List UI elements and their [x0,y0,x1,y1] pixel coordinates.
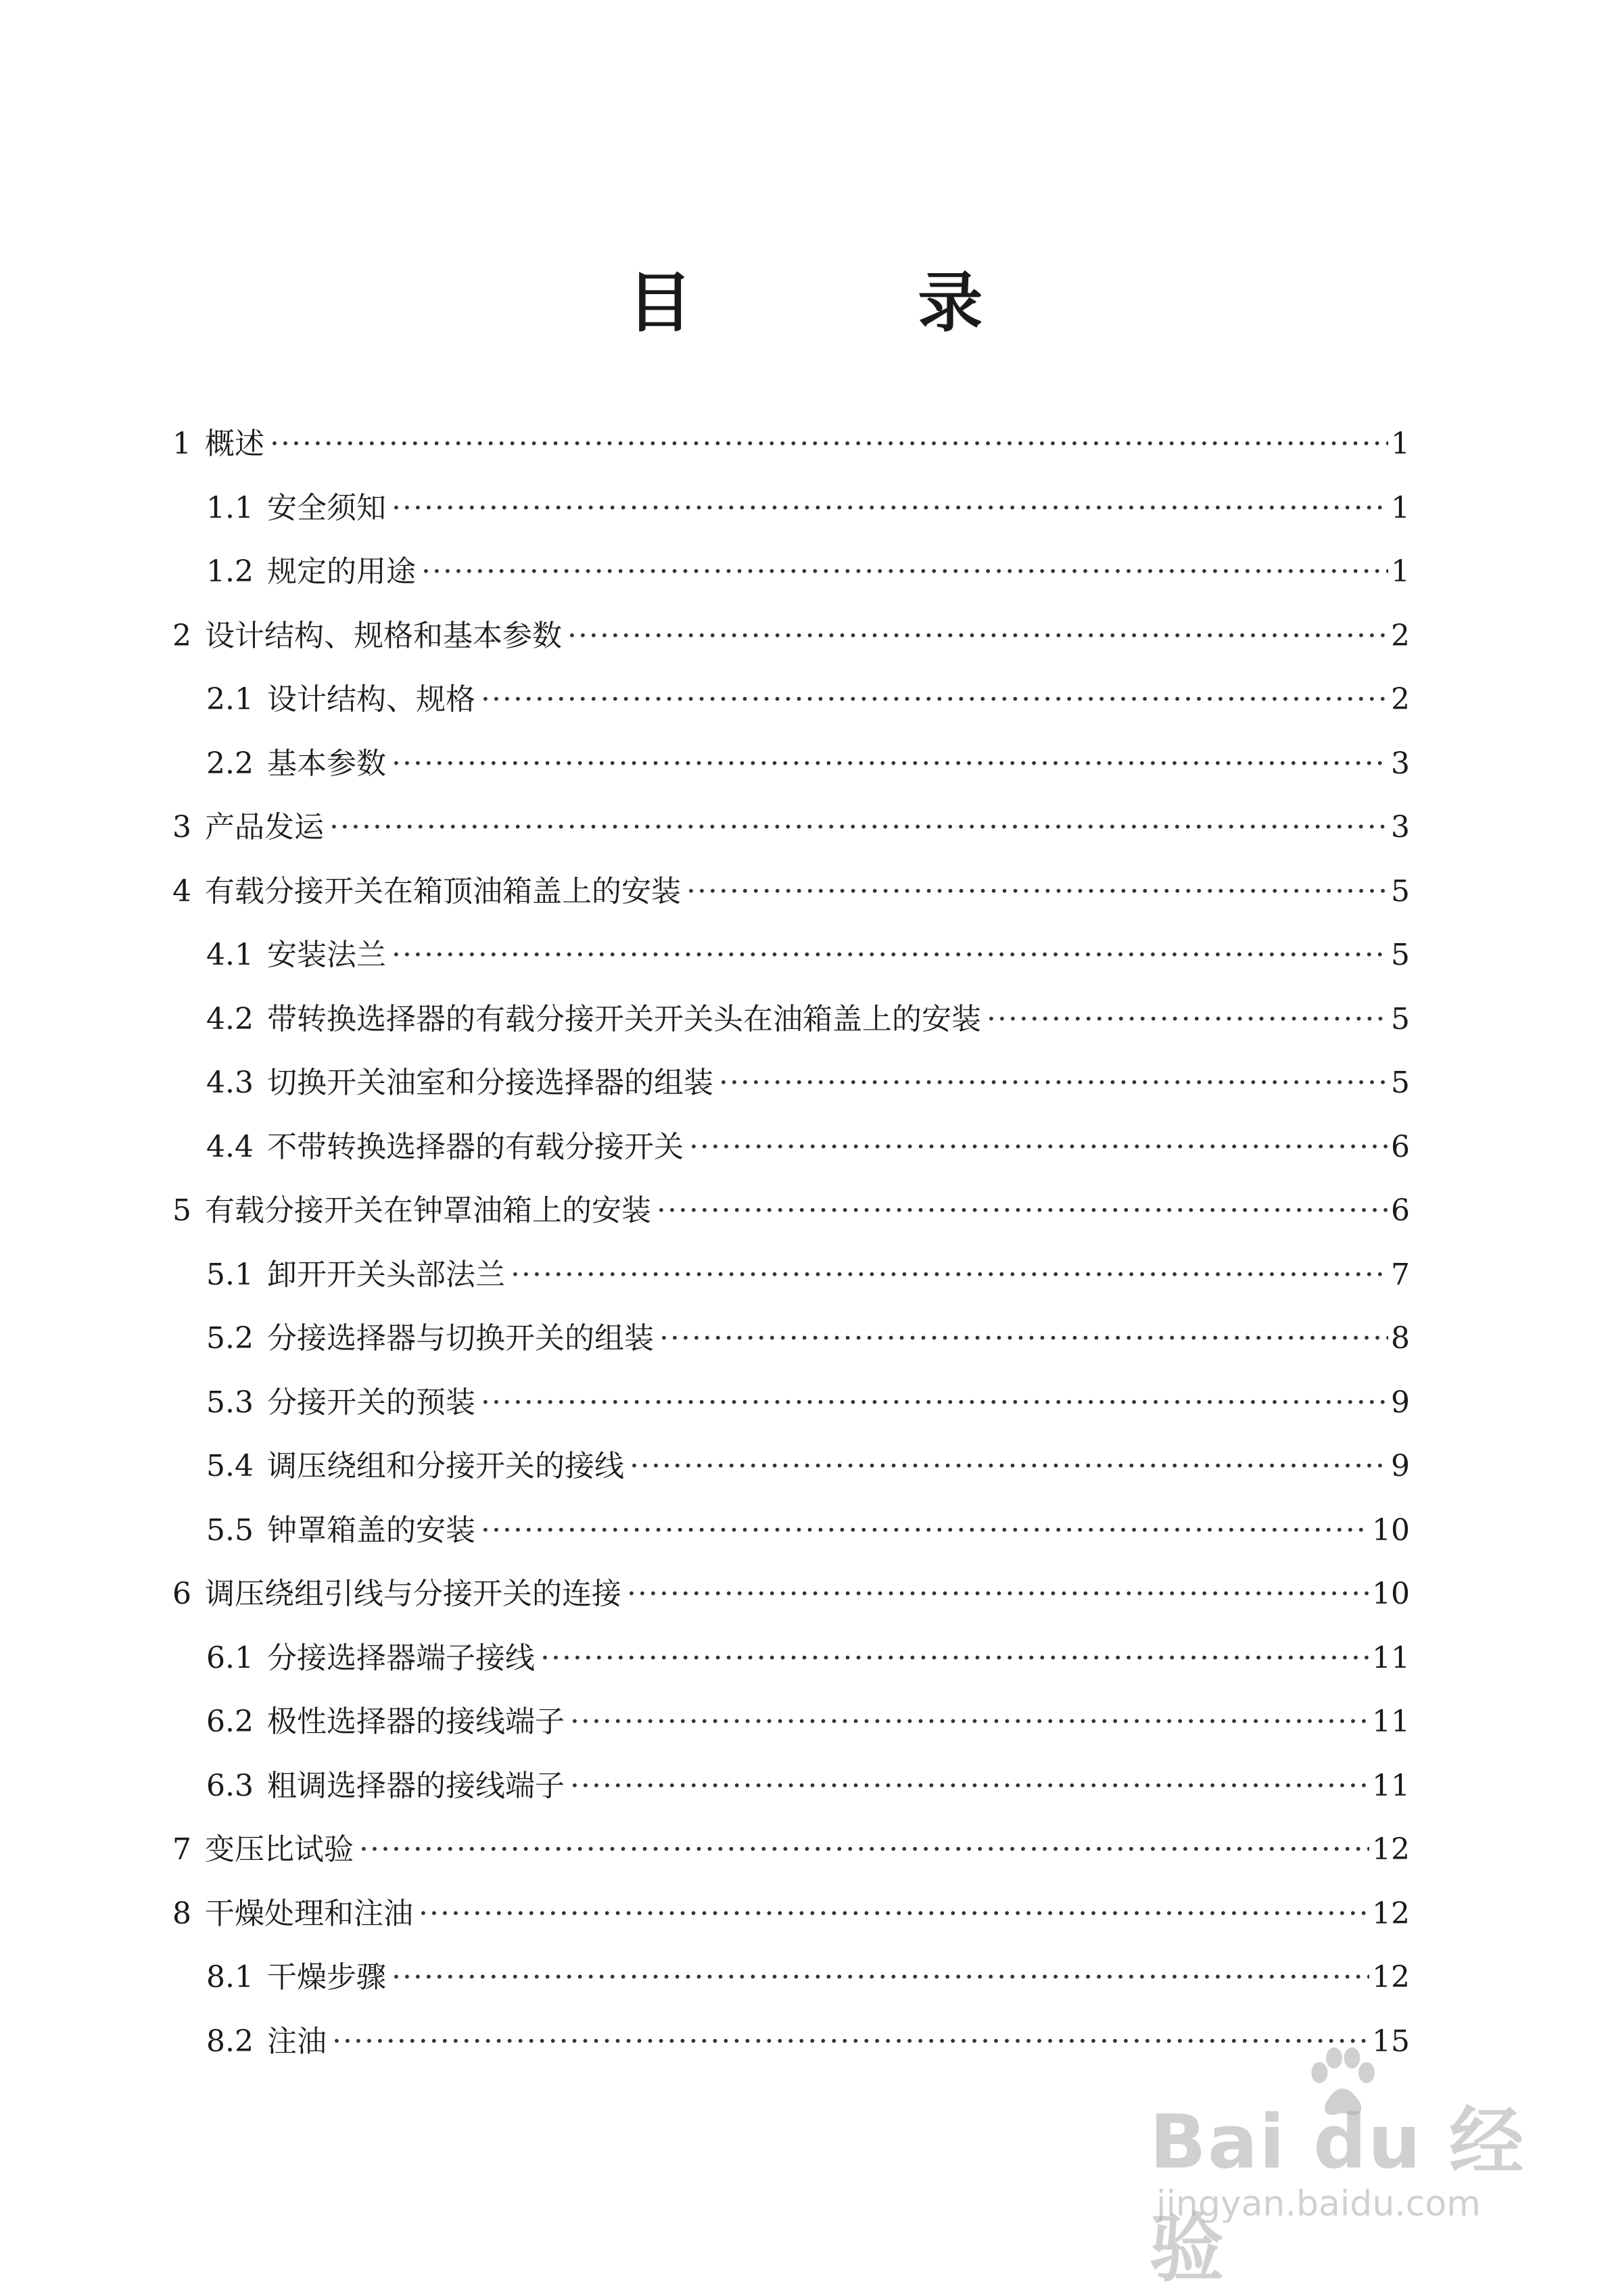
toc-entry-page: 8 [1391,1321,1410,1356]
toc-entry-number: 5.3 [206,1385,254,1420]
toc-leader-dots [686,860,1388,924]
toc-entry-page: 11 [1372,1704,1410,1739]
toc-entry[interactable] [172,1754,1410,1819]
toc-entry-number: 4.3 [206,1066,254,1100]
toc-entry[interactable] [172,1051,1410,1116]
toc-entry-title: 概述 [205,427,264,461]
toc-leader-dots [540,1627,1369,1691]
toc-entry-page: 6 [1391,1193,1410,1228]
toc-leader-dots [570,1690,1369,1754]
toc-entry-page: 15 [1372,2024,1410,2059]
toc-entry-page: 2 [1391,618,1410,653]
toc-entry-page: 12 [1372,1960,1410,1994]
toc-leader-dots [659,1307,1388,1371]
toc-leader-dots [392,732,1388,796]
toc-entry-page: 2 [1391,682,1410,717]
toc-entry[interactable] [172,1562,1410,1627]
toc-entry-page: 6 [1391,1129,1410,1164]
toc-entry-number: 2.2 [206,746,254,781]
toc-entry-title: 变压比试验 [205,1832,354,1867]
toc-entry-number: 6.1 [206,1640,254,1675]
toc-leader-dots [627,1562,1369,1627]
watermark-logo: Bai du 经验 [1150,2099,1525,2292]
toc-entry-title: 产品发运 [205,810,324,844]
toc-entry-page: 9 [1391,1449,1410,1483]
toc-entry[interactable] [172,1690,1410,1754]
toc-leader-dots [630,1435,1388,1499]
toc-entry-page: 11 [1372,1768,1410,1803]
toc-entry-number: 5.5 [206,1512,254,1548]
toc-entry-title: 卸开开关头部法兰 [266,1257,505,1292]
toc-entry-title: 调压绕组和分接开关的接线 [266,1449,624,1483]
toc-entry-number: 8 [172,1896,191,1931]
toc-entry-title: 安装法兰 [266,938,386,972]
toc-entry-page: 11 [1372,1640,1410,1675]
toc-entry-title: 分接选择器与切换开关的组装 [266,1321,654,1356]
toc-entry[interactable] [172,1179,1410,1243]
toc-entry[interactable] [172,732,1410,796]
toc-entry-number: 2.1 [206,682,254,717]
toc-leader-dots [511,1243,1388,1308]
toc-entry-page: 10 [1372,1512,1410,1548]
toc-entry-number: 6 [172,1577,191,1611]
toc-entry-page: 3 [1391,810,1410,844]
toc-entry[interactable] [172,924,1410,988]
toc-entry[interactable] [172,1946,1410,2010]
toc-entry-page: 1 [1391,490,1410,525]
toc-entry-title: 粗调选择器的接线端子 [266,1768,565,1803]
toc-entry[interactable] [172,540,1410,604]
toc-entry-page: 5 [1391,874,1410,909]
toc-entry-number: 4.2 [206,1001,254,1036]
toc-leader-dots [657,1179,1388,1243]
toc-entry-number: 1 [172,427,191,461]
toc-entry[interactable] [172,1116,1410,1180]
toc-entry-title: 有载分接开关在箱顶油箱盖上的安装 [205,874,681,909]
toc-entry-number: 4.1 [206,938,254,972]
toc-entry-title: 不带转换选择器的有载分接开关 [266,1129,684,1164]
toc-entry[interactable] [172,1627,1410,1691]
toc-entry-title: 分接选择器端子接线 [266,1640,535,1675]
toc-entry[interactable] [172,668,1410,732]
toc-entry[interactable] [172,988,1410,1052]
toc-entry-number: 4 [172,874,191,909]
toc-leader-dots [421,540,1388,604]
toc-entry-title: 有载分接开关在钟罩油箱上的安装 [205,1193,651,1228]
toc-leader-dots [419,1882,1369,1946]
toc-leader-dots [689,1116,1388,1180]
toc-entry-title: 干燥处理和注油 [205,1896,413,1931]
toc-entry-number: 6.3 [206,1768,254,1803]
toc-entry-page: 5 [1391,938,1410,972]
table-of-contents [172,412,1410,2074]
toc-leader-dots [392,1946,1369,2010]
toc-entry-page: 1 [1391,554,1410,589]
toc-leader-dots [392,924,1388,988]
toc-entry[interactable] [172,1882,1410,1946]
toc-leader-dots [570,1754,1369,1819]
toc-entry-number: 5.2 [206,1321,254,1356]
toc-entry-title: 干燥步骤 [266,1960,386,1994]
toc-entry-page: 10 [1372,1577,1410,1611]
toc-entry-title: 安全须知 [266,490,386,525]
toc-entry-title: 规定的用途 [266,554,416,589]
toc-leader-dots [329,796,1388,860]
toc-entry-title: 注油 [266,2024,327,2059]
toc-entry-title: 分接开关的预装 [266,1385,475,1420]
toc-entry-number: 5.4 [206,1449,254,1483]
toc-entry[interactable] [172,796,1410,860]
toc-entry[interactable] [172,477,1410,541]
page-title: 目 录 [627,265,1085,341]
toc-leader-dots [567,604,1388,669]
toc-entry-title: 设计结构、规格和基本参数 [205,618,562,653]
toc-entry-page: 5 [1391,1066,1410,1100]
toc-entry-number: 2 [172,618,191,653]
toc-leader-dots [719,1051,1388,1116]
toc-entry[interactable] [172,412,1410,477]
watermark-url: jingyan.baidu.com [1156,2184,1481,2224]
toc-entry-number: 7 [172,1832,191,1867]
toc-entry[interactable] [172,860,1410,924]
toc-entry-number: 8.1 [206,1960,254,1994]
toc-entry-number: 8.2 [206,2024,254,2059]
toc-entry-number: 5.1 [206,1257,254,1292]
toc-entry[interactable] [172,1243,1410,1308]
toc-entry-number: 6.2 [206,1704,254,1739]
baidu-jingyan-watermark [1150,2042,1555,2292]
toc-leader-dots [481,668,1388,732]
toc-leader-dots [392,477,1388,541]
toc-entry-title: 调压绕组引线与分接开关的连接 [205,1577,621,1611]
toc-leader-dots [270,412,1388,477]
toc-entry-page: 5 [1391,1001,1410,1036]
toc-entry[interactable] [172,1499,1410,1563]
toc-entry-title: 切换开关油室和分接选择器的组装 [266,1066,713,1100]
toc-entry-number: 1.1 [206,490,254,525]
toc-entry[interactable] [172,1818,1410,1882]
toc-entry-page: 7 [1391,1257,1410,1292]
toc-leader-dots [359,1818,1369,1882]
toc-leader-dots [481,1371,1388,1435]
toc-entry[interactable] [172,1307,1410,1371]
toc-entry-number: 3 [172,810,191,844]
toc-entry-page: 12 [1372,1896,1410,1931]
toc-entry-title: 钟罩箱盖的安装 [266,1512,475,1548]
toc-entry-number: 1.2 [206,554,254,589]
toc-entry-title: 极性选择器的接线端子 [266,1704,565,1739]
toc-entry-number: 4.4 [206,1129,254,1164]
toc-leader-dots [481,1499,1369,1563]
toc-entry-page: 3 [1391,746,1410,781]
toc-entry-page: 9 [1391,1385,1410,1420]
toc-entry-title: 基本参数 [266,746,386,781]
toc-entry[interactable] [172,1371,1410,1435]
toc-entry-title: 设计结构、规格 [266,682,475,717]
toc-leader-dots [987,988,1388,1052]
toc-entry-number: 5 [172,1193,191,1228]
toc-entry-title: 带转换选择器的有载分接开关开关头在油箱盖上的安装 [266,1001,981,1036]
toc-entry-page: 12 [1372,1832,1410,1867]
toc-entry[interactable] [172,604,1410,669]
toc-entry[interactable] [172,1435,1410,1499]
toc-entry-page: 1 [1391,427,1410,461]
